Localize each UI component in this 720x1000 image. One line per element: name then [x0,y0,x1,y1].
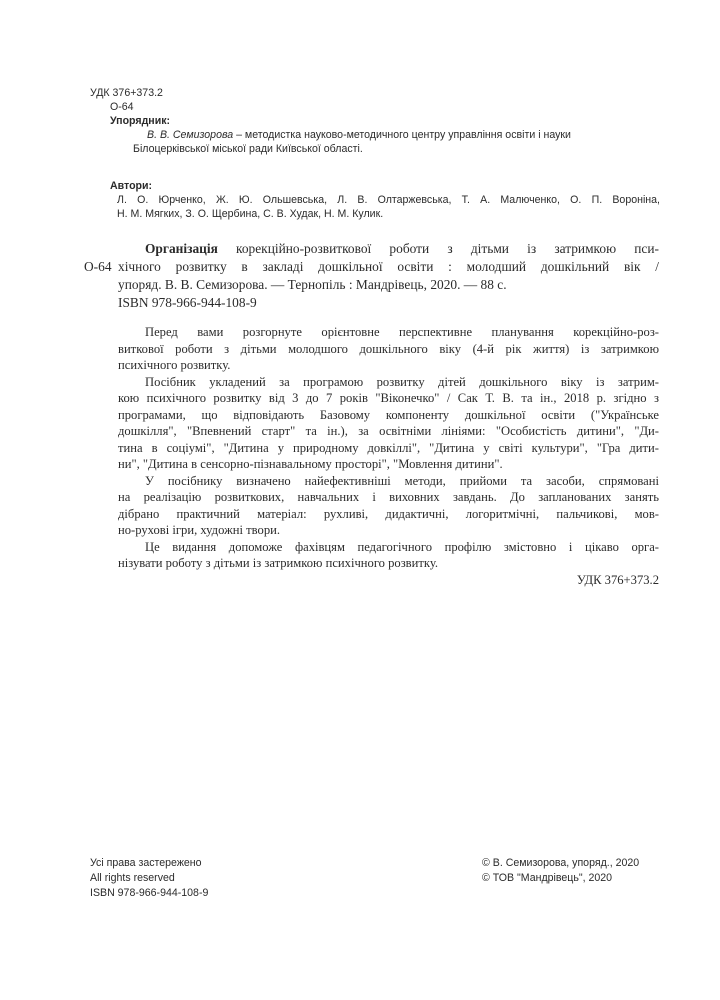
compiler-line-1 [90,128,571,142]
author-mark: О-64 [110,101,134,113]
bibliographic-code: О-64 [84,259,112,274]
annotation-line: виткової роботи з дітьми молодшого дошкільного віку (4-й рік життя) із затримкою [118,341,659,356]
authors-line-2: Н. М. Мягких, З. О. Щербина, С. В. Худак, Н. М. Кулик. [117,208,384,220]
compiler-description: – методистка науково-методичного центру управління освіти і науки [233,129,571,141]
bib-isbn: ISBN 978-966-944-108-9 [118,295,257,310]
compiler-line-2: Білоцерківської міської ради Київської області. [133,143,363,155]
annotation-line: психічного розвитку. [118,358,231,372]
annotation-line: Перед вами розгорнуте орієнтовне перспективне планування корекційно-роз- [145,325,659,339]
annotation-line: дошкілля", "Впевнений старт" та ін.), за освітніми лініями: "Особистість дитини", "Ди- [118,424,659,438]
annotation-line: на реалізацію розвиткових, навчальних і виховних завдань. До запланованих занять [118,490,659,504]
bib-line-2: хічного розвитку в закладі дошкільної освіти : молодший дошкільний вік / [118,259,659,274]
compiler-name: В. В. Семизорова [147,129,234,141]
authors-block [110,179,660,221]
compiler-heading: Упорядник: [110,115,171,127]
rights-en: All rights reserved [90,872,175,884]
footer-isbn: ISBN 978-966-944-108-9 [90,887,209,899]
annotation-line: но-рухові ігри, художні твори. [118,523,281,537]
rights-block [90,856,208,901]
annotation-line: У посібнику визначено найефективніші методи, прийоми та засоби, спрямовані [145,473,659,488]
bib-line-1 [118,240,659,258]
annotation-line: тина в соціумі", "Дитина у природному довкіллі", "Дитина у світі культури", "Гра дити- [118,440,659,455]
udk-code-bottom: УДК 376+373.2 [576,572,659,587]
copyright-compiler: © В. Семизорова, упоряд., 2020 [482,857,640,869]
copyright-publisher: © ТОВ "Мандрівець", 2020 [482,872,613,884]
annotation-paragraph-3 [118,473,659,539]
annotation-paragraph-4 [118,539,659,572]
annotation-line: Посібник укладений за програмою розвитку дітей дошкільного віку із затрим- [145,374,659,389]
compiler-label: Упорядник [110,115,167,127]
authors-label: Автори [110,180,149,192]
bibliographic-record [118,240,659,312]
book-title-bold: Організація [145,241,218,256]
rights-uk: Усі права застережено [90,857,202,869]
annotation-line: кою психічного розвитку від 3 до 7 років "Віконечко" / Сак Т. В. та ін., 2018 р. згідно з [118,391,659,405]
annotation-line: нізувати роботу з дітьми із затримкою психічного розвитку. [118,556,439,570]
bib-line-3: упоряд. В. В. Семизорова. — Тернопіль : Мандрівець, 2020. — 88 с. [118,277,507,292]
authors-heading: Автори: [110,180,153,192]
udk-code-top: УДК 376+373.2 [90,87,163,99]
annotation-line: ни", "Дитина в сенсорно-пізнавальному просторі", "Мовлення дитини". [118,457,503,471]
copyright-block [482,856,639,886]
annotation-line: дібрано практичний матеріал: рухливі, дидактичні, логоритмічні, пальчикові, мов- [118,506,659,521]
annotation-line: програмами, що відповідають Базовому компоненту дошкільної освіти ("Українське [118,407,659,422]
bib-line-1-rest: корекційно-розвиткової роботи з дітьми із затримкою пси- [217,241,659,256]
annotation-paragraph-1 [118,324,659,374]
authors-line-1: Л. О. Юрченко, Ж. Ю. Ольшевська, Л. В. Олтаржевська, Т. А. Малюченко, О. П. Вороніна, [117,194,660,206]
header-block [90,86,571,156]
annotation-line: Це видання допоможе фахівцям педагогічного профілю змістовно і цікаво орга- [145,539,659,554]
annotation [118,324,659,588]
annotation-paragraph-2 [118,374,659,473]
